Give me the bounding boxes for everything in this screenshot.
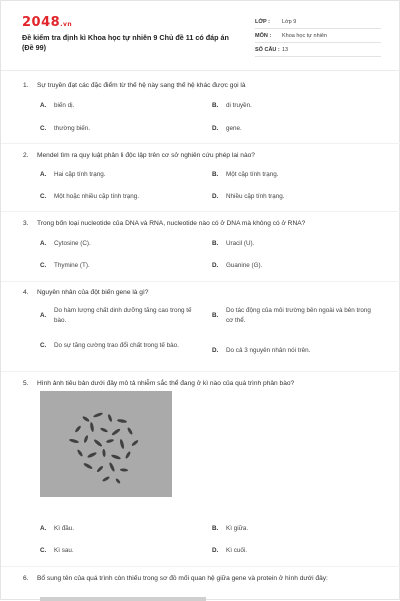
option-letter: C. [40, 342, 47, 349]
question-6 [23, 574, 383, 584]
option-text: Một cặp tính trạng. [226, 171, 279, 178]
gene-protein-diagram-image [40, 597, 206, 601]
option-letter: A. [40, 102, 47, 109]
chromosome-micrograph-icon [40, 391, 172, 497]
option-text: thường biến. [54, 125, 91, 132]
meta-row-subject [255, 29, 381, 43]
option-text: Kì cuối. [226, 547, 247, 554]
option-letter: C. [40, 547, 47, 554]
question-number: 2. [23, 152, 29, 159]
option-letter: C. [40, 262, 47, 269]
option-text: di truyền. [226, 102, 252, 109]
meta-table [255, 15, 381, 57]
chromosome-micrograph-image [40, 391, 172, 497]
question-number: 1. [23, 82, 29, 89]
meta-value: 13 [282, 46, 289, 53]
option-letter: B. [212, 240, 219, 247]
option-c[interactable] [40, 192, 139, 202]
option-b[interactable] [212, 524, 248, 534]
meta-label: LỚP : [255, 18, 270, 25]
option-a[interactable] [40, 524, 74, 534]
option-letter: C. [40, 125, 47, 132]
option-text: Cytosine (C). [54, 240, 91, 247]
option-letter: D. [212, 547, 219, 554]
question-text: Trong bốn loại nucleotide của DNA và RNA, nucleotide nào có ở DNA mà không có ở RNA? [37, 220, 306, 227]
question-5 [23, 379, 383, 389]
option-d[interactable] [212, 192, 284, 202]
question-text: Mendel tìm ra quy luật phân li độc lập trên cơ sở nghiên cứu phép lai nào? [37, 152, 255, 159]
option-letter: D. [212, 347, 219, 354]
option-letter: A. [40, 525, 47, 532]
question-text: Hình ảnh tiêu bản dưới đây mô tả nhiễm sắc thể đang ở kì nào của quá trình phân bào? [37, 380, 295, 387]
question-text: Sự truyền đạt các đặc điểm từ thế hệ này sang thế hệ khác được gọi là [37, 82, 246, 89]
question-3 [23, 219, 383, 229]
option-a[interactable] [40, 170, 105, 180]
option-d[interactable] [212, 124, 242, 134]
option-letter: A. [40, 171, 47, 178]
option-text: Do hàm lượng chất dinh dưỡng tăng cao trong tế bào. [54, 307, 192, 324]
option-text: Kì sau. [54, 547, 74, 554]
question-divider [1, 143, 400, 144]
question-4 [23, 288, 383, 298]
option-letter: B. [212, 171, 219, 178]
option-letter: B. [212, 311, 219, 319]
option-letter: D. [212, 125, 219, 132]
option-text: Guanine (G). [226, 262, 263, 269]
option-text: Một hoặc nhiều cặp tính trạng. [54, 193, 140, 200]
option-a[interactable] [40, 306, 200, 325]
option-a[interactable] [40, 101, 74, 111]
option-text: Nhiều cặp tính trạng. [226, 193, 285, 200]
question-text: Nguyên nhân của đột biến gene là gì? [37, 289, 149, 296]
option-text: Hai cặp tính trạng. [54, 171, 106, 178]
page-title: Đề kiểm tra định kì Khoa học tự nhiên 9 Chủ đề 11 có đáp án (Đề 99) [22, 33, 229, 52]
logo-suffix: .vn [60, 21, 73, 28]
meta-row-class [255, 15, 381, 29]
option-a[interactable] [40, 239, 91, 249]
option-d[interactable] [212, 261, 262, 271]
option-text: Kì đầu. [54, 525, 74, 532]
option-b[interactable] [212, 101, 252, 111]
logo-number: 2048 [22, 15, 61, 30]
question-divider [1, 211, 400, 212]
question-number: 4. [23, 289, 29, 296]
option-text: Kì giữa. [226, 525, 249, 532]
option-text: gene. [226, 125, 242, 132]
meta-value: Khoa học tự nhiên [282, 32, 327, 39]
option-c[interactable] [40, 261, 90, 271]
option-letter: C. [40, 193, 47, 200]
header-divider [1, 70, 400, 71]
option-text: Uracil (U). [226, 240, 255, 247]
option-b[interactable] [212, 306, 377, 325]
option-text: biến dị. [54, 102, 75, 109]
option-letter: A. [40, 311, 47, 319]
question-number: 3. [23, 220, 29, 227]
option-letter: A. [40, 240, 47, 247]
option-b[interactable] [212, 170, 279, 180]
option-letter: D. [212, 193, 219, 200]
meta-label: SỐ CÂU : [255, 46, 280, 53]
option-text: Do sự tăng cường trao đổi chất trong tế bào. [54, 342, 179, 349]
question-number: 6. [23, 575, 29, 582]
option-c[interactable] [40, 124, 90, 134]
question-divider [1, 371, 400, 372]
option-text: Thymine (T). [54, 262, 90, 269]
option-text: Do cả 3 nguyên nhân nói trên. [226, 347, 311, 354]
question-2 [23, 151, 383, 161]
option-letter: B. [212, 102, 219, 109]
question-divider [1, 566, 400, 567]
option-c[interactable] [40, 546, 74, 556]
option-letter: D. [212, 262, 219, 269]
meta-row-count [255, 43, 381, 57]
site-logo[interactable] [22, 15, 72, 30]
question-divider [1, 281, 400, 282]
question-1 [23, 81, 383, 91]
option-text: Do tác động của môi trường bên ngoài và bên trong cơ thể. [226, 307, 371, 324]
option-d[interactable] [212, 546, 247, 556]
meta-label: MÔN : [255, 32, 272, 39]
question-number: 5. [23, 380, 29, 387]
meta-value: Lớp 9 [282, 18, 297, 25]
option-c[interactable] [40, 341, 200, 351]
option-letter: B. [212, 525, 219, 532]
question-text: Bổ sung tên của quá trình còn thiếu trong sơ đồ mối quan hệ giữa gene và protein ở hình dưới đây: [37, 575, 328, 582]
option-d[interactable] [212, 346, 377, 356]
option-b[interactable] [212, 239, 254, 249]
